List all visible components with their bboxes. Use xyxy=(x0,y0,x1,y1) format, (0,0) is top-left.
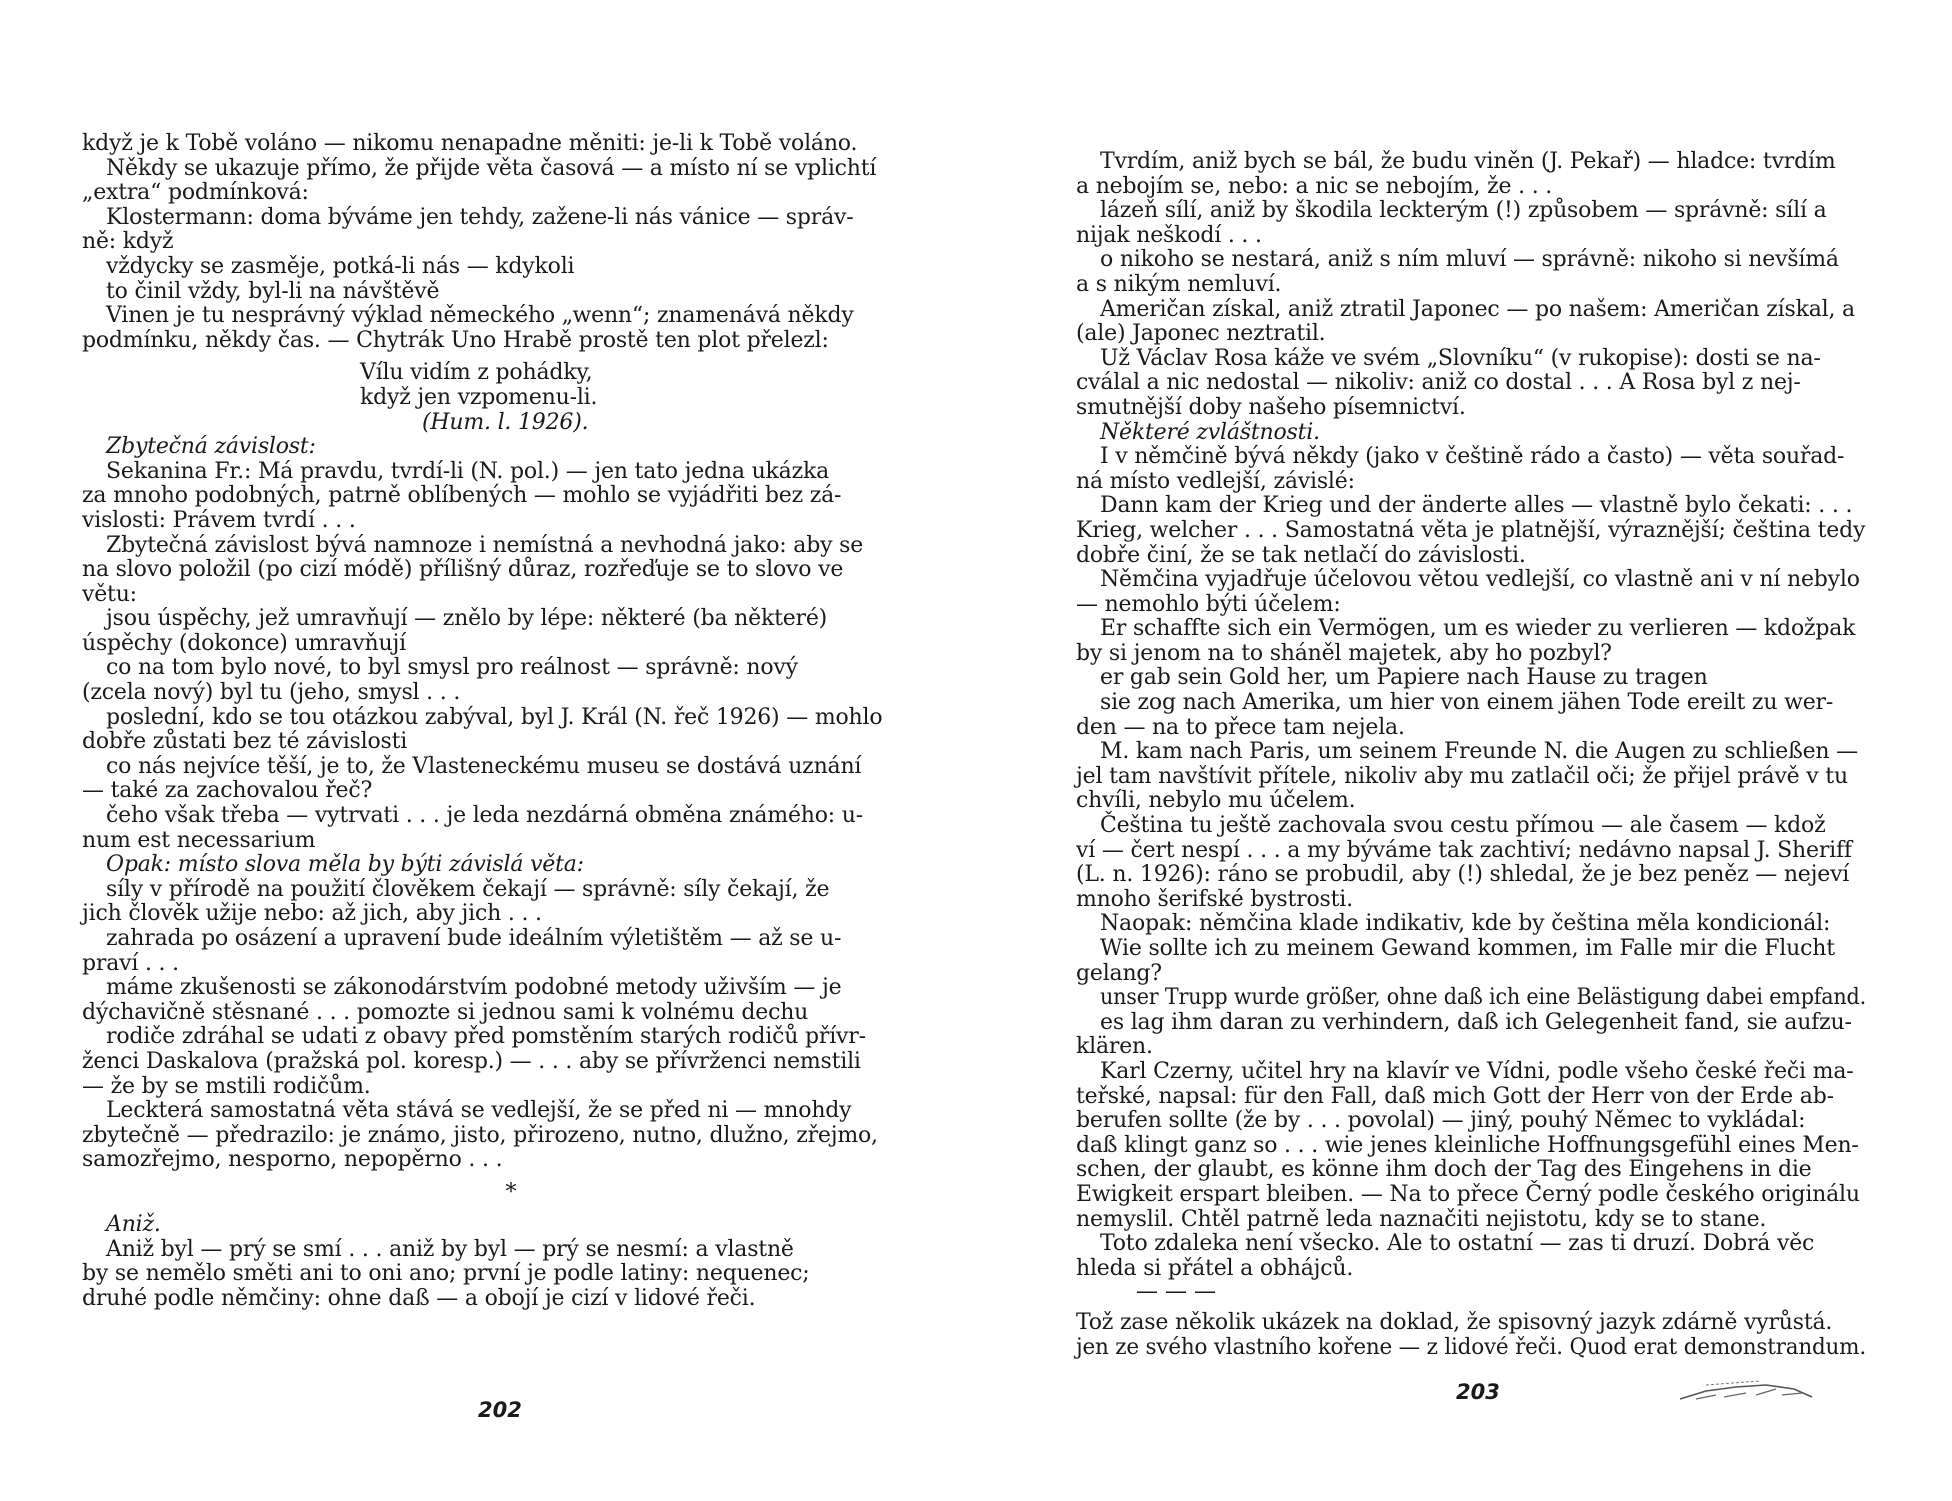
text-line: jsou úspěchy, jež umravňují — znělo by lépe: některé (ba některé) xyxy=(106,606,828,632)
text-line: Vinen je tu nesprávný výklad německého „wenn“; znamenává někdy xyxy=(106,303,854,329)
text-line: by se nemělo směti ani to oni ano; první je podle latiny: nequenec; xyxy=(82,1261,810,1287)
text-line: když je k Tobě voláno — nikomu nenapadne měniti: je-li k Tobě voláno. xyxy=(82,131,858,156)
text-line: Karl Czerny, učitel hry na klavír ve Vídni, podle všeho české řeči ma- xyxy=(1100,1058,1854,1084)
text-line: by si jenom na to sháněl majetek, aby ho pozbyl? xyxy=(1076,640,1612,666)
text-line: klären. xyxy=(1076,1034,1153,1060)
section-separator: — — — xyxy=(1136,1279,1216,1305)
text-line: a nebojím se, nebo: a nic se nebojím, že . . . xyxy=(1076,173,1553,199)
text-line: gelang? xyxy=(1076,960,1162,986)
text-line: ná místo vedlejší, závislé: xyxy=(1076,468,1355,494)
text-line: samozřejmo, nesporno, nepopěrno . . . xyxy=(82,1147,503,1173)
verse-citation: (Hum. l. 1926). xyxy=(422,409,589,435)
text-line: ženci Daskalova (pražská pol. koresp.) — . . . aby se přívrženci nemstili xyxy=(82,1048,861,1074)
text-line: úspěchy (dokonce) umravňují xyxy=(82,630,406,656)
right-page xyxy=(1076,150,1866,1361)
text-line: čeho však třeba — vytrvati . . . je leda nezdárná obměna známého: u- xyxy=(106,803,863,829)
text-line: Tož zase několik ukázek na doklad, že spisovný jazyk zdárně vyrůstá. xyxy=(1076,1310,1833,1336)
text-line: za mnoho podobných, patrně oblíbených — mohlo se vyjádřiti bez zá- xyxy=(82,483,842,509)
text-line: Naopak: němčina klade indikativ, kde by čeština měla kondicionál: xyxy=(1100,911,1831,937)
text-line: smutnější doby našeho písemnictví. xyxy=(1076,394,1466,420)
library-stamp-icon xyxy=(1676,1377,1816,1403)
text-line: teřské, napsal: für den Fall, daß mich Gott der Herr von der Erde ab- xyxy=(1076,1083,1834,1109)
text-line: es lag ihm daran zu verhindern, daß ich Gelegenheit fand, sie aufzu- xyxy=(1100,1009,1852,1035)
text-line: vždycky se zasměje, potká-li nás — kdykoli xyxy=(106,253,575,279)
text-line: nemyslil. Chtěl patrně leda naznačiti nejistotu, kdy se to stane. xyxy=(1076,1206,1767,1232)
text-line: Wie sollte ich zu meinem Gewand kommen, im Falle mir die Flucht xyxy=(1100,936,1835,961)
text-line: den — na to přece tam nejela. xyxy=(1076,714,1405,740)
text-line: síly v přírodě na použití člověkem čekají — správně: síly čekají, že xyxy=(106,876,830,902)
text-line: Zbytečná závislost: xyxy=(106,434,316,460)
text-line: — také za zachovalou řeč? xyxy=(82,778,373,804)
text-line: chvíli, nebylo mu účelem. xyxy=(1076,788,1356,814)
text-line: sie zog nach Amerika, um hier von einem jähen Tode ereilt zu wer- xyxy=(1100,690,1834,716)
text-line: zbytečně — předrazilo: je známo, jisto, přirozeno, nutno, dlužno, zřejmo, xyxy=(82,1122,878,1148)
left-page xyxy=(82,132,900,1311)
text-line: o nikoho se nestará, aniž s ním mluví — správně: nikoho si nevšímá xyxy=(1100,247,1839,273)
text-line: Některé zvláštnosti. xyxy=(1100,419,1320,445)
left-text-block-c xyxy=(82,1213,900,1311)
text-line: Američan získal, aniž ztratil Japonec — po našem: Američan získal, a xyxy=(1100,296,1855,322)
text-line: ně: když xyxy=(82,229,174,255)
text-line: Čeština tu ještě zachovala svou cestu přímou — ale časem — kdož xyxy=(1100,813,1826,839)
text-line: Klostermann: doma býváme jen tehdy, zažene-li nás vánice — správ- xyxy=(106,204,854,230)
right-text-block-b xyxy=(1076,1311,1866,1360)
text-line: num est necessarium xyxy=(82,827,316,853)
text-line: vislosti: Právem tvrdí . . . xyxy=(82,507,356,533)
text-line: jel tam navštívit přítele, nikoliv aby mu zatlačil oči; že přijel právě v tu xyxy=(1076,763,1848,789)
text-line: er gab sein Gold her, um Papiere nach Hause zu tragen xyxy=(1100,665,1708,691)
text-line: — nemohlo býti účelem: xyxy=(1076,591,1341,617)
text-line: Někdy se ukazuje přímo, že přijde věta časová — a místo ní se vplichtí xyxy=(106,155,877,181)
text-line: poslední, kdo se tou otázkou zabýval, byl J. Král (N. řeč 1926) — mohlo xyxy=(106,704,883,730)
text-line: dobře činí, že se tak netlačí do závislosti. xyxy=(1076,542,1526,568)
left-text-block-b xyxy=(82,435,900,1173)
text-line: praví . . . xyxy=(82,950,179,976)
text-line: Toto zdaleka není všecko. Ale to ostatní — zas ti druzí. Dobrá věc xyxy=(1100,1231,1815,1257)
text-line: I v němčině bývá někdy (jako v češtině rádo a často) — věta souřad- xyxy=(1100,444,1845,470)
text-line: větu: xyxy=(82,581,137,607)
text-line: druhé podle němčiny: ohne daß — a obojí je cizí v lidové řeči. xyxy=(82,1285,756,1311)
text-line: Tvrdím, aniž bych se bál, že budu viněn (J. Pekař) — hladce: tvrdím xyxy=(1100,149,1836,174)
text-line: (L. n. 1926): ráno se probudil, aby (!) shledal, že je bez peněz — nejeví xyxy=(1076,862,1850,888)
text-line: Sekanina Fr.: Má pravdu, tvrdí-li (N. pol.) — jen tato jedna ukázka xyxy=(106,458,830,484)
text-line: berufen sollte (že by . . . povolal) — jiný, pouhý Němec to vykládal: xyxy=(1076,1108,1806,1134)
page-number-left: 202 xyxy=(478,1398,522,1422)
text-line: — že by se mstili rodičům. xyxy=(82,1073,371,1099)
text-line: unser Trupp wurde größer, ohne daß ich eine Belästigung dabei empfand. xyxy=(1100,985,1866,1011)
text-line: lázeň sílí, aniž by škodila leckterým (!) způsobem — správně: sílí a xyxy=(1100,198,1827,224)
verse-line: Vílu vidím z pohádky, xyxy=(360,360,593,386)
text-line: Ewigkeit erspart bleiben. — Na to přece Černý podle českého originálu xyxy=(1076,1181,1860,1207)
text-line: (zcela nový) byl tu (jeho, smysl . . . xyxy=(82,680,461,706)
text-line: podmínku, někdy čas. — Chytrák Uno Hrabě prostě ten plot přelezl: xyxy=(82,327,829,353)
text-line: nijak neškodí . . . xyxy=(1076,222,1262,248)
text-line: máme zkušenosti se zákonodárstvím podobné metody uživším — je xyxy=(106,975,842,1001)
text-line: to činil vždy, byl-li na návštěvě xyxy=(106,278,440,304)
text-line: „extra“ podmínková: xyxy=(82,180,309,206)
left-text-block-a xyxy=(82,132,900,353)
text-line: daß klingt ganz so . . . wie jenes kleinliche Hoffnungsgefühl eines Men- xyxy=(1076,1132,1859,1158)
text-line: cválal a nic nedostal — nikoliv: aniž co dostal . . . A Rosa byl z nej- xyxy=(1076,370,1801,396)
text-line: ví — čert nespí . . . a my býváme tak zachtiví; nedávno napsal J. Sheriff xyxy=(1076,837,1852,863)
text-line: jich člověk užije nebo: až jich, aby jich . . . xyxy=(82,901,542,927)
text-line: rodiče zdráhal se udati z obavy před pomstěním starých rodičů přívr- xyxy=(106,1024,866,1050)
section-separator: * xyxy=(505,1179,517,1205)
text-line: M. kam nach Paris, um seinem Freunde N. die Augen zu schließen — xyxy=(1100,739,1858,765)
text-line: Aniž byl — prý se smí . . . aniž by byl — prý se nesmí: a vlastně xyxy=(106,1236,794,1262)
text-line: Němčina vyjadřuje účelovou větou vedlejší, co vlastně ani v ní nebylo xyxy=(1100,567,1860,593)
text-line: dobře zůstati bez té závislosti xyxy=(82,729,408,755)
text-line: dýchavičně stěsnané . . . pomozte si jednou sami k volnému dechu xyxy=(82,999,809,1025)
text-line: Zbytečná závislost bývá namnoze i nemístná a nevhodná jako: aby se xyxy=(106,532,864,558)
text-line: Leckterá samostatná věta stává se vedlejší, že se před ni — mnohdy xyxy=(106,1098,852,1124)
text-line: (ale) Japonec neztratil. xyxy=(1076,321,1326,347)
verse-line: když jen vzpomenu-li. xyxy=(360,384,598,410)
text-line: Dann kam der Krieg und der änderte alles — vlastně bylo čekati: . . . xyxy=(1100,493,1853,519)
text-line: Opak: místo slova měla by býti závislá věta: xyxy=(106,852,584,878)
text-line: co nás nejvíce těší, je to, že Vlasteneckému museu se dostává uznání xyxy=(106,753,862,779)
text-line: hleda si přátel a obhájců. xyxy=(1076,1255,1354,1281)
text-line: a s nikým nemluví. xyxy=(1076,271,1282,297)
text-line: co na tom bylo nové, to byl smysl pro reálnost — správně: nový xyxy=(106,655,798,681)
text-line: Er schaffte sich ein Vermögen, um es wieder zu verlieren — kdožpak xyxy=(1100,616,1856,642)
text-line: Krieg, welcher . . . Samostatná věta je platnější, výraznější; čeština tedy xyxy=(1076,517,1866,543)
text-line: Aniž. xyxy=(106,1211,161,1237)
right-text-block-a xyxy=(1076,150,1866,1281)
text-line: Už Václav Rosa káže ve svém „Slovníku“ (v rukopise): dosti se na- xyxy=(1100,345,1821,371)
page-number-right: 203 xyxy=(1456,1380,1500,1404)
text-line: zahrada po osázení a upravení bude ideálním výletištěm — až se u- xyxy=(106,926,842,951)
text-line: na slovo položil (po cizí módě) přílišný důraz, rozřeďuje se to slovo ve xyxy=(82,557,844,583)
text-line: schen, der glaubt, es könne ihm doch der Tag des Eingehens in die xyxy=(1076,1157,1812,1183)
text-line: mnoho šerifské bystrosti. xyxy=(1076,886,1353,912)
text-line: jen ze svého vlastního kořene — z lidové řeči. Quod erat demonstrandum. xyxy=(1076,1334,1866,1360)
